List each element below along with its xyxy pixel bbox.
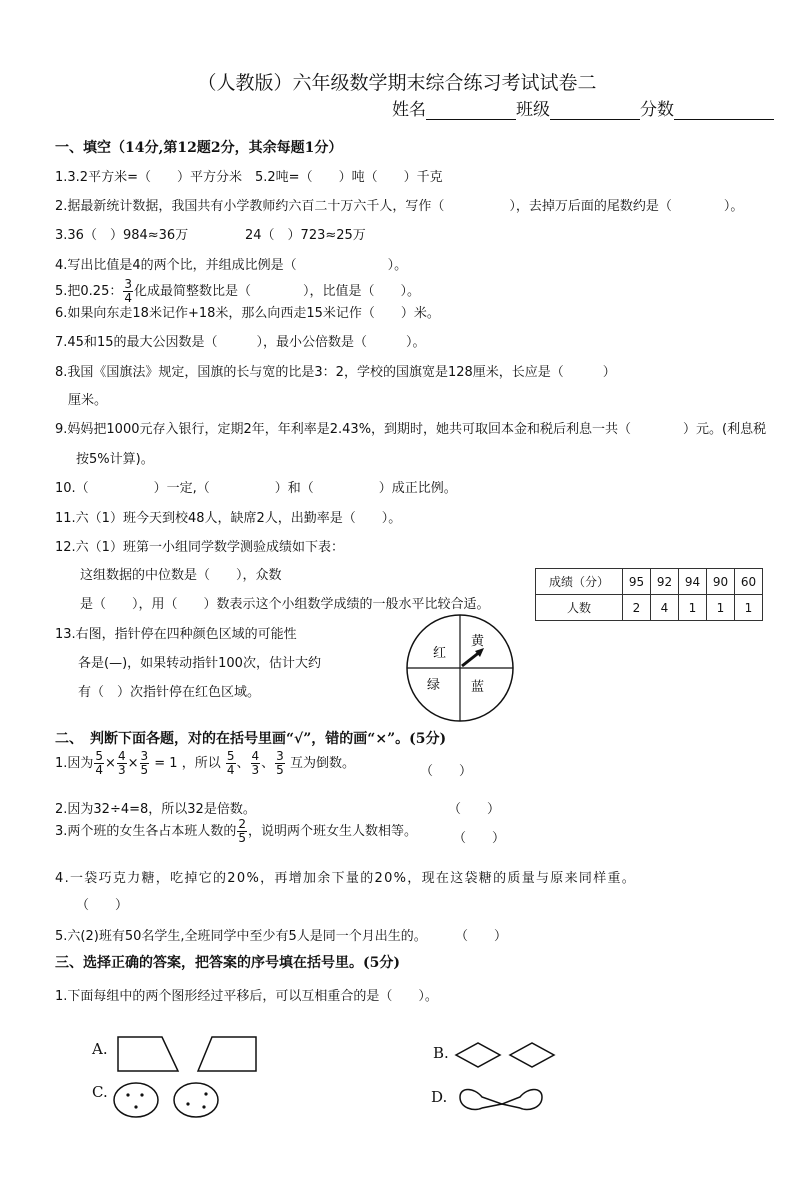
question-s2-1-equals: = 1 ，所以	[154, 756, 221, 771]
question-s2-3	[55, 818, 417, 845]
question-s2-4: 4.一袋巧克力糖，吃掉它的20%，再增加余下量的20%，现在这袋糖的质量与原来同样重。	[55, 871, 637, 886]
option-a-shapes[interactable]	[112, 1035, 282, 1075]
dot	[134, 1105, 137, 1108]
trapezoid-shape-1	[118, 1037, 178, 1071]
question-s2-1: 1.因为 $\frac{5}{4}$ × $\frac{4}{3}$ × $\frac{3}{5}$ = 1 ，所以 $\frac{5}{4}$ 、 $\frac{4}{3}$ 、 $\frac{3}{5}$ 互为倒数。	[55, 749, 355, 777]
score-table	[535, 568, 763, 621]
rhombus-shape-1	[456, 1043, 500, 1067]
question-s2-3-prefix: 3.两个班的女生各占本班人数的	[55, 824, 237, 839]
question-1a: 1.3.2平方米=（ ）平方分米	[55, 170, 242, 185]
teardrop-shape-2	[502, 1090, 542, 1110]
spinner-label-green: 绿	[427, 678, 441, 693]
option-d-label[interactable]: D.	[431, 1088, 448, 1106]
answer-paren-4[interactable]: （ ）	[76, 898, 129, 913]
table-row	[536, 595, 763, 621]
question-9a: 9.妈妈把1000元存入银行，定期2年，年利率是2.43%，到期时，她共可取回本金和税后利息一共（ ）元。(利息税	[55, 422, 767, 437]
fraction-numerator: 3	[124, 277, 132, 291]
score-label: 分数	[640, 100, 674, 120]
question-13b: 各是(—)，如果转动指针100次，估计大约	[78, 656, 321, 671]
table-header-score: 成绩（分）	[536, 569, 623, 595]
answer-paren-5[interactable]: （ ）	[455, 929, 508, 944]
table-cell: 4	[651, 595, 679, 621]
table-cell: 94	[679, 569, 707, 595]
answer-paren-2[interactable]: （ ）	[448, 802, 501, 817]
dot	[202, 1105, 205, 1108]
question-s2-3-suffix: ，说明两个班女生人数相等。	[248, 824, 418, 839]
table-cell: 1	[707, 595, 735, 621]
dot	[126, 1093, 129, 1096]
table-header-count: 人数	[536, 595, 623, 621]
table-cell: 1	[735, 595, 763, 621]
teardrop-shape-1	[460, 1090, 502, 1110]
question-12c: 是（ ），用（ ）数表示这个小组数学成绩的一般水平比较合适。	[80, 597, 490, 612]
table-cell: 2	[623, 595, 651, 621]
circle-face-shape-1	[114, 1083, 158, 1117]
question-13c: 有（ ）次指针停在红色区域。	[78, 685, 261, 700]
option-c-label[interactable]: C.	[92, 1083, 108, 1101]
option-b-label[interactable]: B.	[433, 1044, 449, 1062]
name-label: 姓名	[392, 100, 426, 120]
question-s2-1-prefix: 1.因为	[55, 756, 94, 771]
spinner-label-red: 红	[433, 646, 447, 661]
answer-paren-3[interactable]: （ ）	[453, 831, 506, 846]
answer-paren-1[interactable]: （ ）	[420, 764, 473, 779]
question-5	[55, 278, 420, 305]
question-5-prefix: 5.把0.25：	[55, 284, 123, 299]
table-row	[536, 569, 763, 595]
question-3b: 24（ ）723≈25万	[245, 228, 366, 243]
table-cell: 1	[679, 595, 707, 621]
question-12: 12.六（1）班第一小组同学数学测验成绩如下表：	[55, 540, 344, 555]
table-cell: 92	[651, 569, 679, 595]
option-c-shapes[interactable]	[112, 1080, 232, 1120]
question-s2-1-suffix: 互为倒数。	[289, 756, 355, 771]
class-label: 班级	[516, 100, 550, 120]
spinner-label-yellow: 黄	[471, 634, 485, 649]
circle-face-shape-2	[174, 1083, 218, 1117]
page-title: （人教版）六年级数学期末综合练习考试试卷二	[197, 72, 597, 94]
trapezoid-shape-2	[198, 1037, 256, 1071]
fraction-2-5: $\frac{2}{5}$	[238, 817, 247, 845]
question-8a: 8.我国《国旗法》规定，国旗的长与宽的比是3：2，学校的国旗宽是128厘米，长应是（ ）	[55, 365, 616, 380]
option-b-shapes[interactable]	[454, 1041, 564, 1071]
section2-heading: 二、 判断下面各题，对的在括号里画“√”，错的画“×”。(5分)	[55, 731, 447, 747]
spinner-diagram	[405, 613, 515, 723]
fraction-4-3: $\frac{4}{3}$	[117, 749, 126, 777]
student-info-row	[392, 95, 774, 120]
fraction-denominator: 4	[124, 291, 132, 305]
question-11: 11.六（1）班今天到校48人，缺席2人，出勤率是（ ）。	[55, 511, 402, 526]
question-s3-1: 1.下面每组中的两个图形经过平移后，可以互相重合的是（ ）。	[55, 989, 438, 1004]
question-4: 4.写出比值是4的两个比，并组成比例是（ ）。	[55, 258, 408, 273]
name-blank[interactable]	[426, 101, 516, 120]
option-d-shapes[interactable]	[458, 1084, 558, 1114]
question-s2-2: 2.因为32÷4=8，所以32是倍数。	[55, 802, 256, 817]
dot	[186, 1102, 189, 1105]
option-a-label[interactable]: A.	[92, 1040, 108, 1058]
section3-heading: 三、选择正确的答案，把答案的序号填在括号里。(5分)	[55, 955, 400, 971]
fraction-3-5: $\frac{3}{5}$	[276, 749, 284, 777]
table-cell: 90	[707, 569, 735, 595]
question-9b: 按5%计算)。	[76, 452, 154, 467]
rhombus-shape-2	[510, 1043, 554, 1067]
question-7: 7.45和15的最大公因数是（ ），最小公倍数是（ ）。	[55, 335, 426, 350]
fraction-4-3: $\frac{4}{3}$	[251, 749, 260, 777]
fraction-5-4: $\frac{5}{4}$	[226, 749, 235, 777]
table-cell: 60	[735, 569, 763, 595]
table-cell: 95	[623, 569, 651, 595]
fraction-3-4	[123, 278, 133, 305]
fraction-5-4: $\frac{5}{4}$	[95, 749, 104, 777]
question-1b: 5.2吨=（ ）吨（ ）千克	[255, 170, 443, 185]
spinner-label-blue: 蓝	[471, 680, 485, 695]
question-12b: 这组数据的中位数是（ ），众数	[80, 568, 282, 583]
question-8b: 厘米。	[68, 393, 108, 408]
section1-heading: 一、填空（14分,第12题2分，其余每题1分）	[55, 140, 343, 156]
question-2: 2.据最新统计数据，我国共有小学教师约六百二十万六千人，写作（ ），去掉万后面的尾数约是（ ）。	[55, 199, 744, 214]
question-13a: 13.右图，指针停在四种颜色区域的可能性	[55, 627, 297, 642]
score-blank[interactable]	[674, 101, 774, 120]
question-10: 10.（ ）一定,（ ）和（ ）成正比例。	[55, 481, 457, 496]
dot	[140, 1093, 143, 1096]
dot	[204, 1092, 207, 1095]
question-5-suffix: 化成最简整数比是（ ），比值是（ ）。	[134, 284, 421, 299]
class-blank[interactable]	[550, 101, 640, 120]
question-s2-5: 5.六(2)班有50名学生,全班同学中至少有5人是同一个月出生的。	[55, 929, 427, 944]
fraction-3-5: $\frac{3}{5}$	[140, 749, 149, 777]
question-3a: 3.36（ ）984≈36万	[55, 228, 189, 243]
question-6: 6.如果向东走18米记作+18米，那么向西走15米记作（ ）米。	[55, 306, 440, 321]
